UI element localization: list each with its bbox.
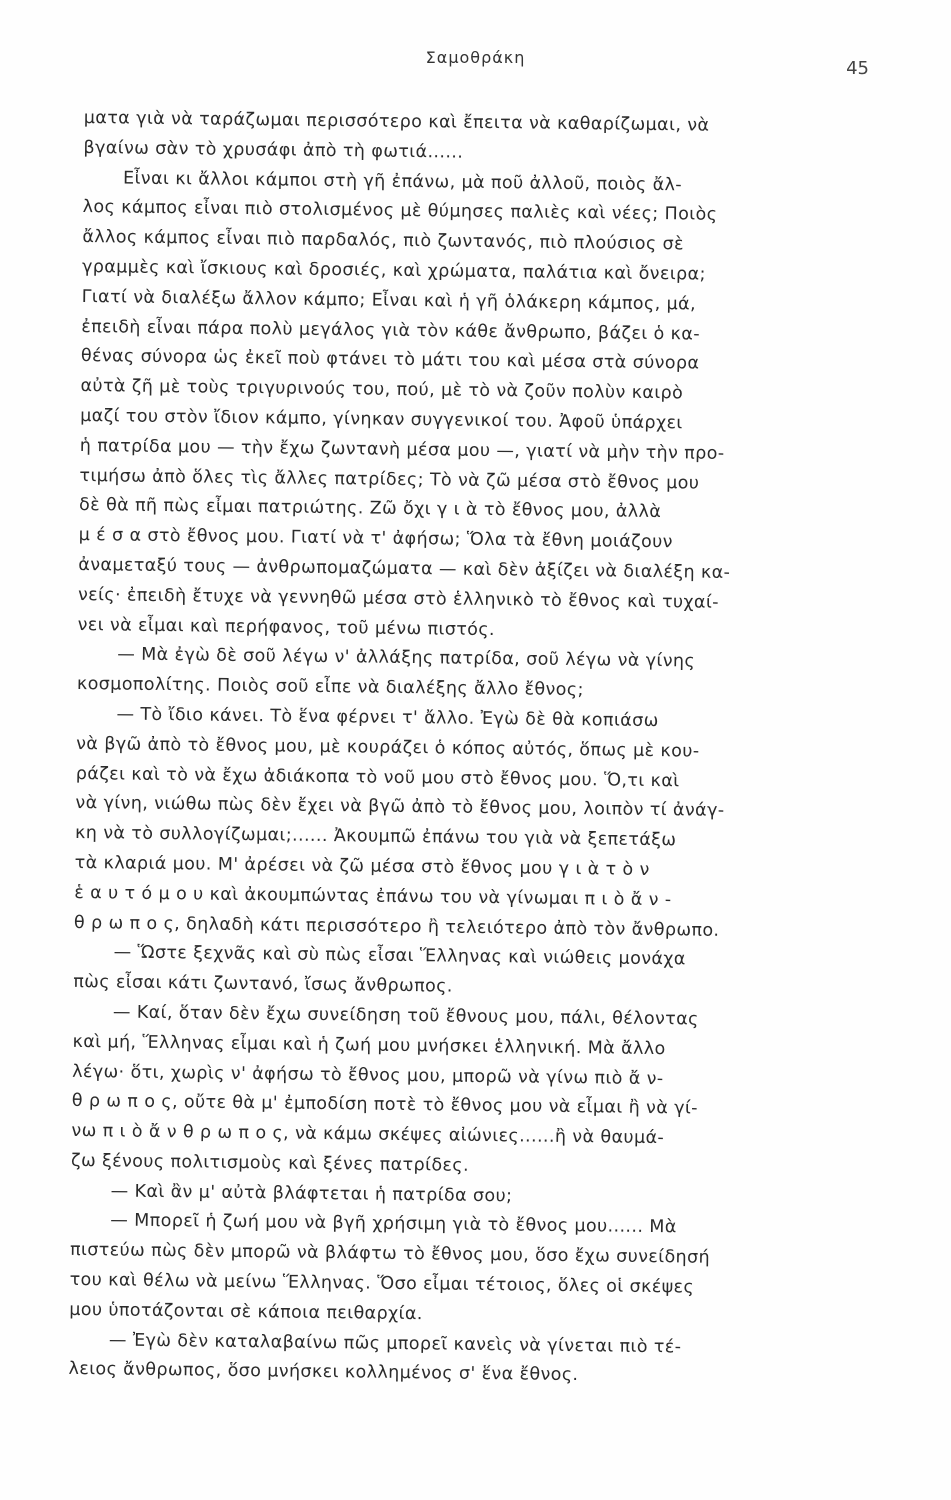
text-line: — Μὰ ἐγὼ δὲ σοῦ λέγω ν' ἀλλάξης πατρίδα, σοῦ λέγω νὰ γίνης: [117, 644, 696, 672]
text-line: θένας σύνορα ὡς ἐκεῖ ποὺ φτάνει τὸ μάτι του καὶ μέσα στὰ σύνορα: [80, 346, 700, 374]
text-line: ματα γιὰ νὰ ταράζωμαι περισσότερο καὶ ἔπειτα νὰ καθαρίζωμαι, νὰ: [83, 107, 710, 136]
running-title: Σαμοθράκη: [425, 48, 526, 67]
text-line: — Τὸ ἴδιο κάνει. Τὸ ἕνα φέρνει τ' ἄλλο. Ἐγὼ δὲ θὰ κοπιάσω: [116, 704, 659, 732]
text-line: θ ρ ω π ο ς, δηλαδὴ κάτι περισσότερο ἢ τελειότερο ἀπὸ τὸν ἄνθρωπο.: [73, 912, 720, 941]
text-line: τιμήσω ἀπὸ ὅλες τὶς ἄλλες πατρίδες; Τὸ νὰ ζῶ μέσα στὸ ἔθνος μου: [79, 465, 700, 494]
text-line: νὰ βγῶ ἀπὸ τὸ ἔθνος μου, μὲ κουράζει ὁ κόπος αὐτός, ὅπως μὲ κου-: [76, 733, 700, 762]
text-line: αὐτὰ ζῆ μὲ τοὺς τριγυρινούς του, πού, μὲ τὸ νὰ ζοῦν πολὺν καιρὸ: [80, 376, 684, 404]
text-line: δὲ θὰ πῆ πὼς εἶμαι πατριώτης. Ζῶ ὄχι γ ι ὰ τὸ ἔθνος μου, ἀλλὰ: [78, 495, 662, 523]
text-line: νω π ι ὸ ἄ ν θ ρ ω π ο ς, νὰ κάμω σκέψες αἰώνιες......ἢ νὰ θαυμά-: [71, 1121, 665, 1149]
text-line: καὶ μή, Ἕλληνας εἶμαι καὶ ἡ ζωή μου μνήσκει ἑλληνική. Μὰ ἄλλο: [72, 1031, 666, 1059]
text-line: μου ὑποτάζονται σὲ κάποια πειθαρχία.: [69, 1299, 423, 1325]
body-text: [68, 104, 864, 1395]
text-line: λέγω· ὅτι, χωρὶς ν' ἀφήσω τὸ ἔθνος μου, μπορῶ νὰ γίνω πιὸ ἄ ν-: [72, 1061, 664, 1089]
text-line: πιστεύω πὼς δὲν μπορῶ νὰ βλάφτω τὸ ἔθνος μου, ὅσο ἔχω συνείδησή: [69, 1240, 711, 1269]
text-line: — Ἐγὼ δὲν καταλαβαίνω πῶς μπορεῖ κανεὶς νὰ γίνεται πιὸ τέ-: [108, 1330, 682, 1358]
text-line: μαζί του στὸν ἴδιον κάμπο, γίνηκαν συγγενικοί του. Ἀφοῦ ὑπάρχει: [80, 405, 683, 434]
text-line: κοσμοπολίτης. Ποιὸς σοῦ εἶπε νὰ διαλέξης ἄλλο ἔθνος;: [76, 674, 584, 701]
text-line: τὰ κλαριά μου. Μ' ἀρέσει νὰ ζῶ μέσα στὸ ἔθνος μου γ ι ὰ τ ὸ ν: [74, 852, 650, 880]
text-line: — Μπορεῖ ἡ ζωή μου νὰ βγῆ χρήσιμη γιὰ τὸ ἔθνος μου...... Μὰ: [110, 1210, 677, 1238]
text-line: ἀναμεταξύ τους — ἀνθρωπομαζώματα — καὶ δὲν ἀξίζει νὰ διαλέξη κα-: [78, 554, 731, 583]
text-line: νὰ γίνη, νιώθω πὼς δὲν ἔχει νὰ βγῶ ἀπὸ τὸ ἔθνος μου, λοιπὸν τί ἀνάγ-: [75, 793, 725, 822]
text-line: γραμμὲς καὶ ἴσκιους καὶ δροσιές, καὶ χρώματα, παλάτια καὶ ὄνειρα;: [81, 256, 706, 285]
text-line: πὼς εἶσαι κάτι ζωντανό, ἴσως ἄνθρωπος.: [73, 972, 453, 997]
text-line: Γιατί νὰ διαλέξω ἄλλον κάμπο; Εἶναι καὶ ἡ γῆ ὁλάκερη κάμπος, μά,: [81, 286, 697, 315]
text-line: λος κάμπος εἶναι πιὸ στολισμένος μὲ θύμησες παλιὲς καὶ νέες; Ποιὸς: [82, 197, 718, 226]
text-line: ἄλλος κάμπος εἶναι πιὸ παρδαλός, πιὸ ζωντανός, πιὸ πλούσιος σὲ: [82, 227, 685, 255]
page-header: [0, 48, 951, 78]
text-line: θ ρ ω π ο ς, οὔτε θὰ μ' ἐμποδίση ποτὲ τὸ ἔθνος μου νὰ εἶμαι ἢ νὰ γί-: [71, 1091, 699, 1119]
text-line: ἑ α υ τ ό μ ο υ καὶ ἀκουμπώντας ἐπάνω του νὰ γίνωμαι π ι ὸ ἄ ν -: [74, 882, 672, 910]
text-line: του καὶ θέλω νὰ μείνω Ἕλληνας. Ὅσο εἶμαι τέτοιος, ὅλες οἱ σκέψες: [69, 1269, 695, 1298]
text-line: ἐπειδὴ εἶναι πάρα πολὺ μεγάλος γιὰ τὸν κάθε ἄνθρωπο, βάζει ὁ κα-: [81, 316, 701, 345]
text-line: νει νὰ εἶμαι καὶ περήφανος, τοῦ μένω πιστός.: [77, 614, 496, 640]
text-line: ζω ξένους πολιτισμοὺς καὶ ξένες πατρίδες.: [70, 1150, 470, 1176]
text-line: μ έ σ α στὸ ἔθνος μου. Γιατί νὰ τ' ἀφήσω; Ὅλα τὰ ἔθνη μοιάζουν: [78, 525, 674, 553]
text-line: — Ὥστε ξεχνᾶς καὶ σὺ πὼς εἶσαι Ἕλληνας καὶ νιώθεις μονάχα: [113, 942, 686, 970]
text-line: νείς· ἐπειδὴ ἔτυχε νὰ γεννηθῶ μέσα στὸ ἑλληνικὸ τὸ ἔθνος καὶ τυχαί-: [77, 584, 720, 613]
text-line: — Καί, ὅταν δὲν ἔχω συνείδηση τοῦ ἔθνους μου, πάλι, θέλοντας: [112, 1002, 699, 1030]
text-line: Εἶναι κι ἄλλοι κάμποι στὴ γῆ ἐπάνω, μὰ ποῦ ἀλλοῦ, ποιὸς ἄλ-: [122, 168, 683, 195]
text-line: ράζει καὶ τὸ νὰ ἔχω ἀδιάκοπα τὸ νοῦ μου στὸ ἔθνος μου. Ὅ,τι καὶ: [75, 763, 680, 791]
text-line: βγαίνω σὰν τὸ χρυσάφι ἀπὸ τὴ φωτιά......: [83, 137, 464, 163]
text-line: — Καὶ ἂν μ' αὐτὰ βλάφτεται ἡ πατρίδα σου;: [110, 1181, 513, 1207]
text-line: κη νὰ τὸ συλλογίζωμαι;...... Ἀκουμπῶ ἐπάνω του γιὰ νὰ ξεπετάξω: [74, 823, 677, 851]
text-line: λειος ἄνθρωπος, ὅσο μνήσκει κολλημένος σ' ἕνα ἔθνος.: [68, 1359, 579, 1386]
text-line: ἡ πατρίδα μου — τὴν ἔχω ζωντανὴ μέσα μου —, γιατί νὰ μὴν τὴν προ-: [79, 435, 725, 464]
page-number: 45: [846, 58, 869, 79]
